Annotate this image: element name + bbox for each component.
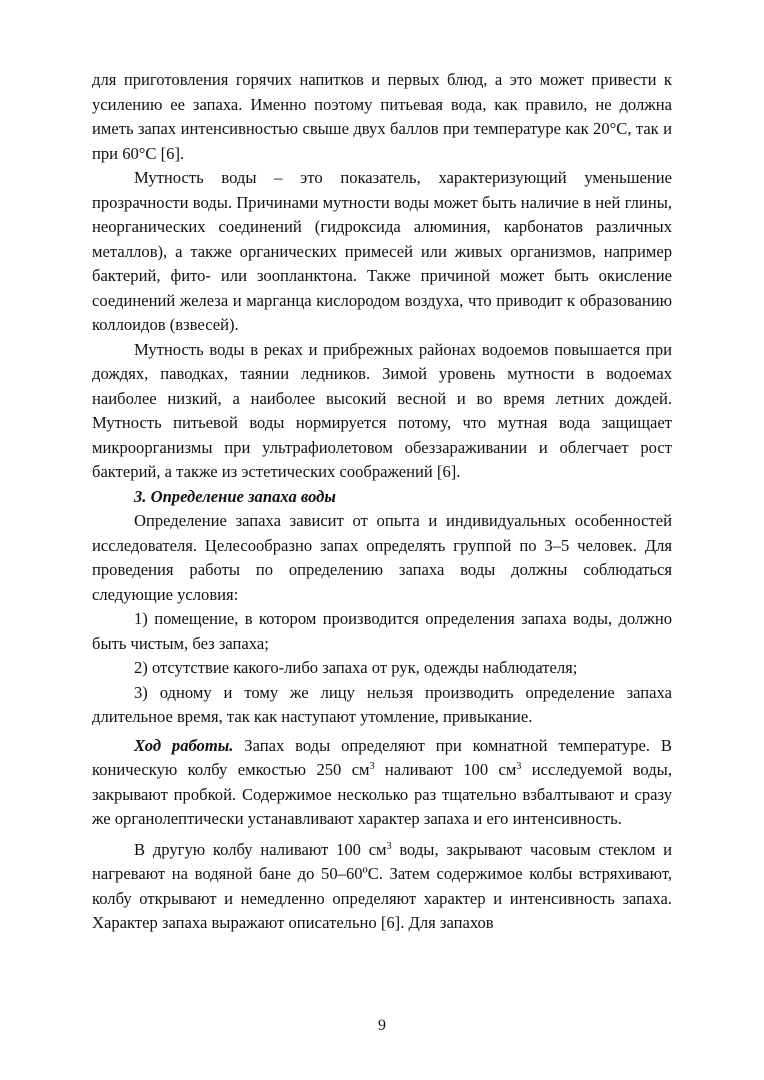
- section-heading: 3. Определение запаха воды: [134, 486, 336, 506]
- heated-text-1: В другую колбу наливают 100 см: [134, 839, 387, 859]
- procedure-lead: Ход работы.: [134, 735, 234, 755]
- procedure-text-3: исследуемой воды, закрывают пробкой. Содержимое несколько раз тщательно взбалтывают и сразу же органолептически устанавливают характер запаха и его интенсивность.: [92, 760, 672, 828]
- paragraph-odor-intensity: для приготовления горячих напитков и первых блюд, а это может привести к усилению ее запаха. Именно поэтому питьевая вода, как правило, не должна иметь запах интенсивностью свыше двух баллов при температуре как 20°С, так и при 60°С [6].: [92, 70, 672, 163]
- list-item-condition-2: 2) отсутствие какого-либо запаха от рук, одежды наблюдателя;: [134, 658, 578, 677]
- list-item-condition-1: 1) помещение, в котором производится определения запаха воды, должно быть чистым, без запаха;: [92, 609, 672, 653]
- list-item-condition-3: 3) одному и тому же лицу нельзя производить определение запаха длительное время, так как наступают утомление, привыкание.: [92, 682, 672, 726]
- heated-text-2: воды, закрывают часовым стеклом и нагревают на водяной бане до 50–60ºС. Затем содержимое колбы встряхивают, колбу открывают и немедленно определяют характер и интенсивность запаха. Характер запаха выражают описательно [6]. Для запахов: [92, 839, 672, 932]
- superscript: 3: [369, 761, 375, 772]
- paragraph-procedure: [92, 734, 672, 832]
- paragraph-turbidity-seasons: Мутность воды в реках и прибрежных районах водоемов повышается при дождях, паводках, таянии ледников. Зимой уровень мутности в водоемах наиболее низкий, а наиболее высокий весной и во время летних дождей. Мутность питьевой воды нормируется потому, что мутная вода защищает микроорганизмы при ультрафиолетовом обеззараживании и облегчает рост бактерий, а также из эстетических соображений [6].: [92, 339, 672, 481]
- procedure-text-2: наливают 100 см: [374, 760, 517, 779]
- paragraph-heated-sample: [92, 838, 672, 936]
- page-number: 9: [378, 1017, 386, 1034]
- paragraph-odor-determination: Определение запаха зависит от опыта и индивидуальных особенностей исследователя. Целесообразно запах определять группой по 3–5 человек. Для проведения работы по определению запаха воды должны соблюдаться следующие условия:: [92, 511, 672, 604]
- superscript: 3: [516, 761, 522, 772]
- procedure-text-1: Запах воды определяют при комнатной температуре. В коническую колбу емкостью 250 см: [92, 735, 672, 779]
- superscript: 3: [386, 840, 392, 852]
- paragraph-turbidity-definition: Мутность воды – это показатель, характеризующий уменьшение прозрачности воды. Причинами мутности воды может быть наличие в ней глины, неорганических соединений (гидроксида алюминия, карбонатов различных металлов), а также органических примесей или живых организмов, например бактерий, фито- или зоопланктона. Также причиной может быть окисление соединений железа и марганца кислородом воздуха, что приводит к образованию коллоидов (взвесей).: [92, 168, 672, 334]
- page-body: [92, 68, 672, 936]
